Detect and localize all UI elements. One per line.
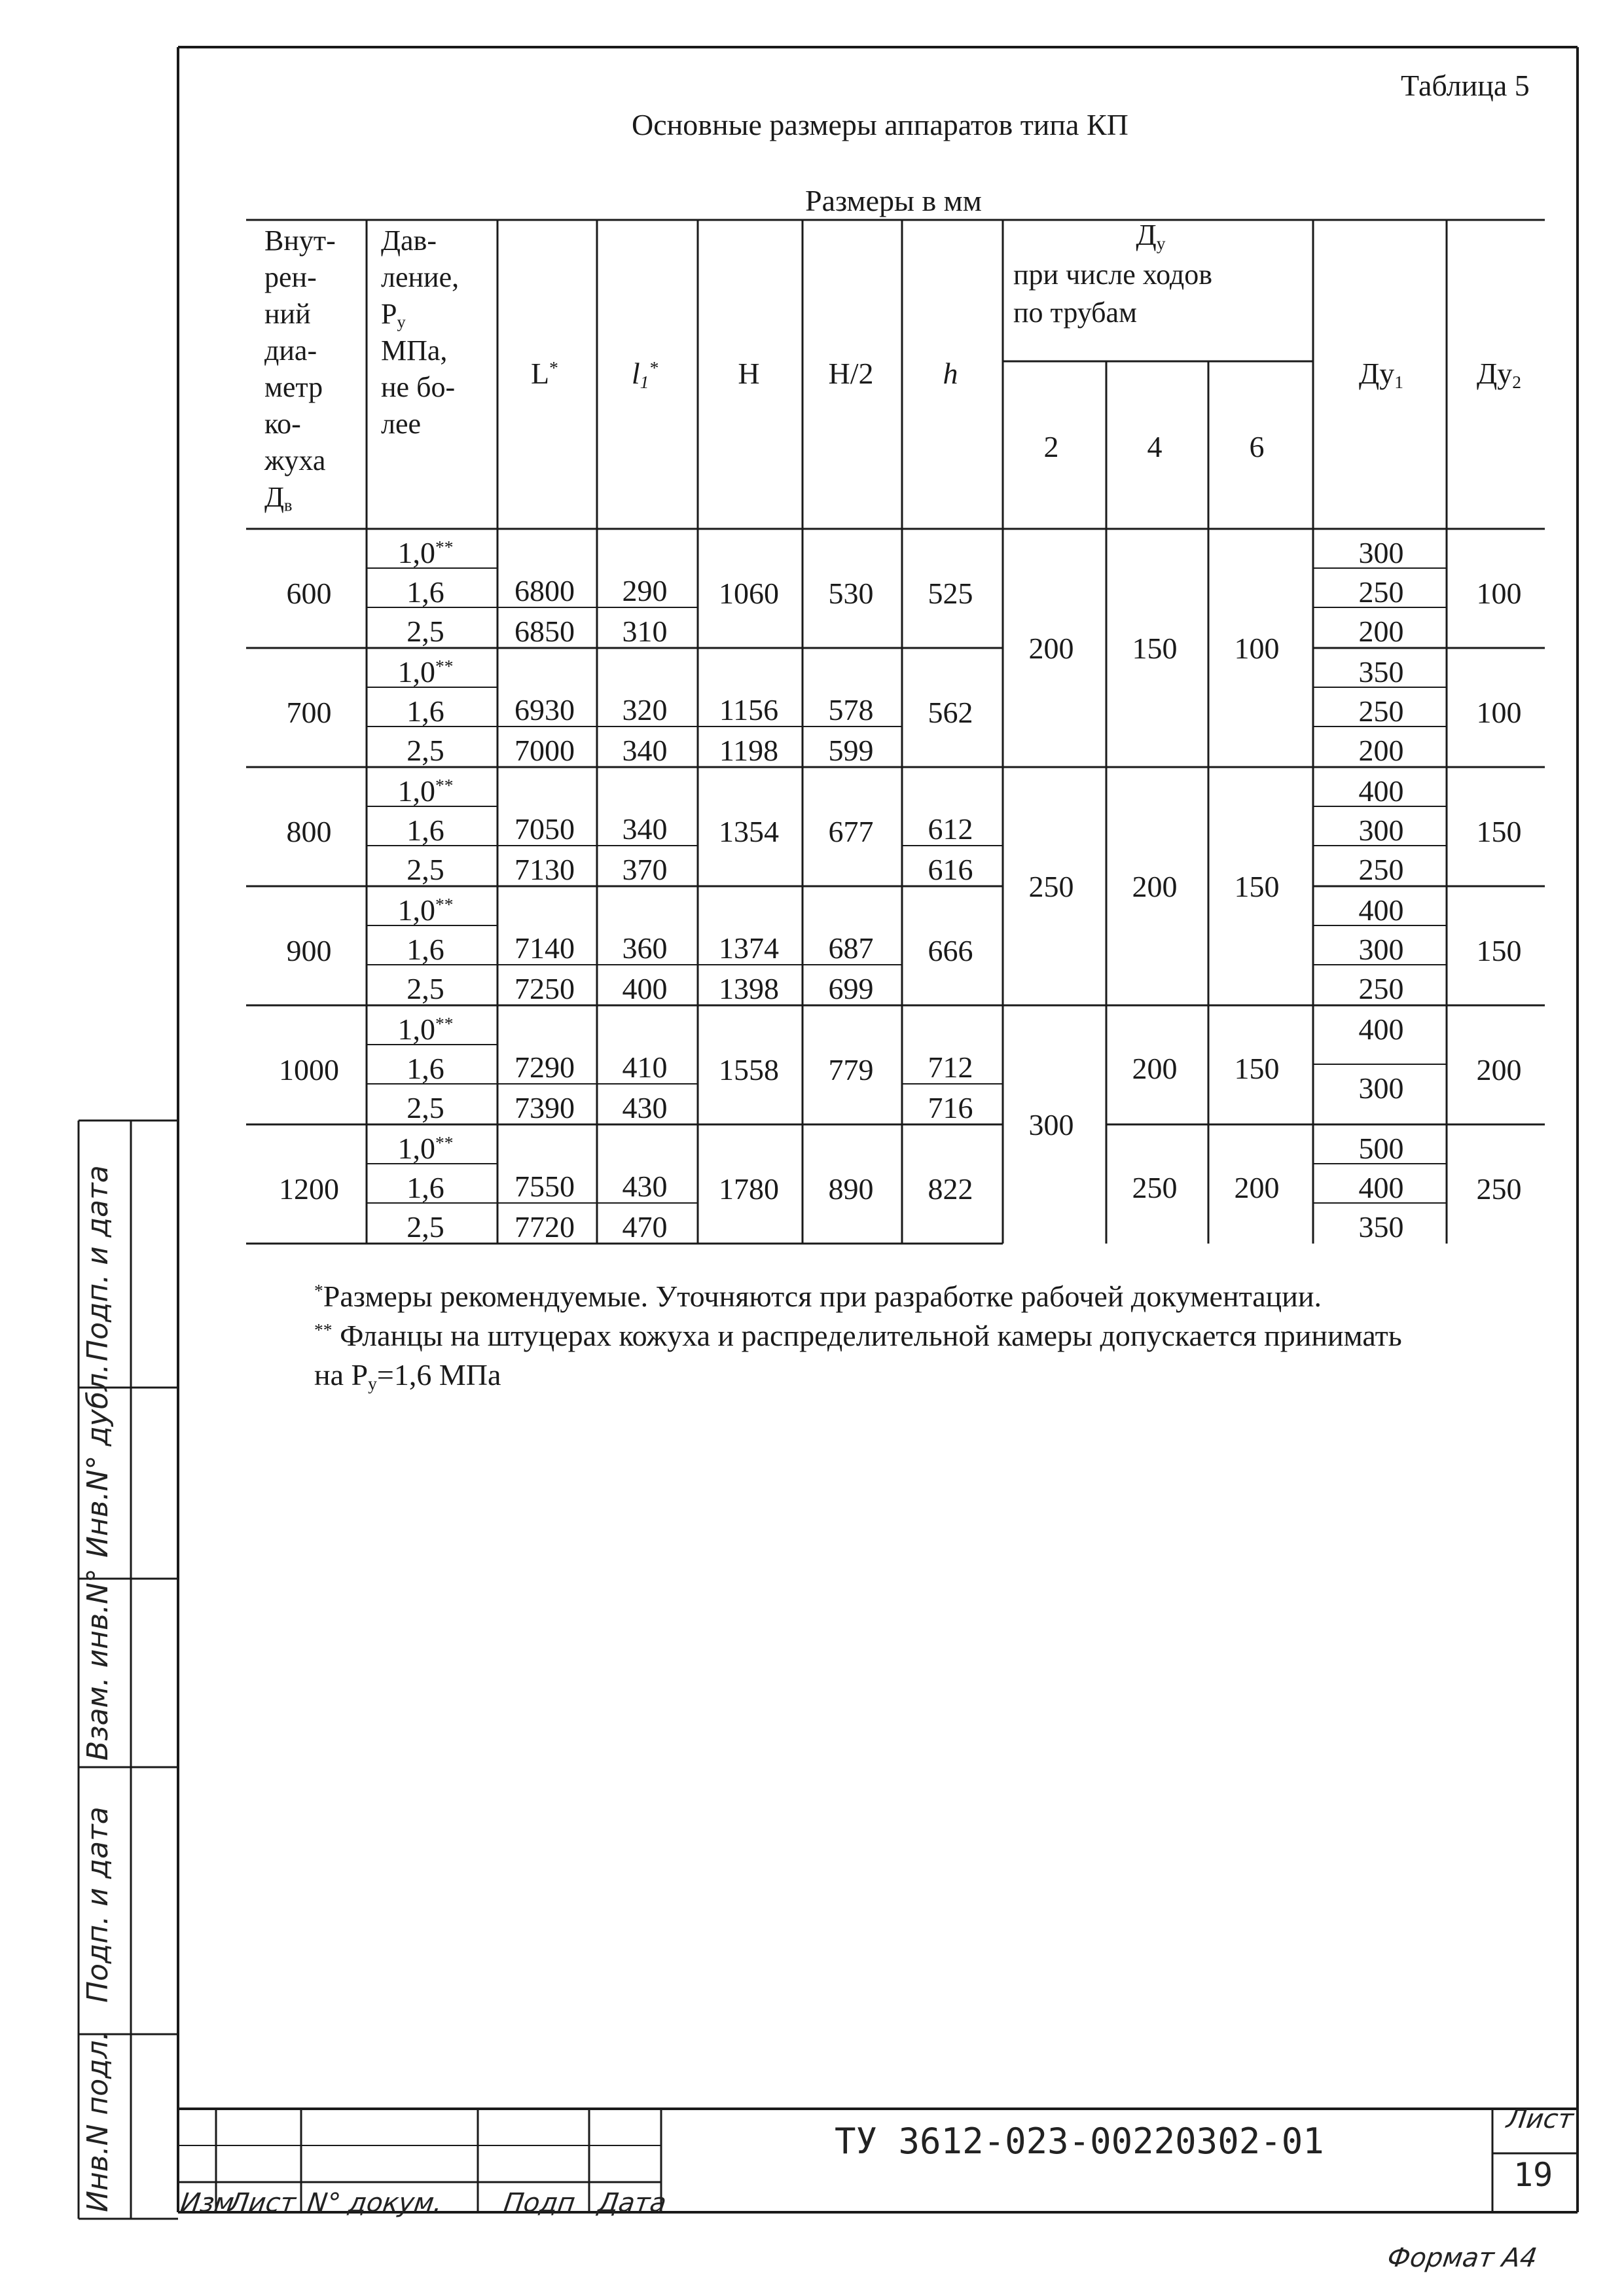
length-cell: 7050 (514, 812, 575, 846)
diameter-cell: 700 (286, 696, 332, 729)
pressure-cell: 2,5 (406, 734, 444, 767)
passes-2-cell: 200 (1028, 632, 1074, 665)
passes-4-cell: 250 (1132, 1171, 1178, 1204)
dy1-cell: 300 (1358, 814, 1404, 847)
diameter-cell: 1000 (279, 1053, 339, 1086)
titleblock-col-signature: Подп (501, 2188, 577, 2218)
dy1-cell: 200 (1358, 734, 1404, 767)
table-title: Основные размеры аппаратов типа КП (632, 108, 1128, 141)
document-code: ТУ 3612-023-00220302-01 (835, 2121, 1324, 2162)
header-pressure: Дав- ление, $Р_у$ МПа, не бо- лее (381, 224, 460, 440)
half-height-cell: 779 (828, 1053, 874, 1086)
dy1-cell: 400 (1358, 893, 1404, 927)
length-cell: 6850 (514, 615, 575, 648)
passes-6-cell: 100 (1234, 632, 1280, 665)
l1-cell: 400 (622, 972, 668, 1005)
dy1-cell: 300 (1358, 1071, 1404, 1105)
passes-4-cell: 150 (1132, 632, 1178, 665)
pressure-cell: 1,0** (397, 774, 454, 808)
l1-cell: 340 (622, 734, 668, 767)
half-height-cell: 530 (828, 577, 874, 610)
h-cell: 712 (928, 1050, 973, 1084)
l1-cell: 430 (622, 1170, 668, 1203)
pressure-cell: 1,6 (406, 1052, 444, 1085)
dy1-cell: 350 (1358, 1210, 1404, 1244)
titleblock-col-document: N° докум. (305, 2188, 444, 2218)
stamp-replaced-inventory: Взам. инв.N° (81, 1568, 115, 1761)
h-cell: 612 (928, 812, 973, 846)
diameter-cell: 900 (286, 934, 332, 967)
pressure-cell: 1,6 (406, 1171, 444, 1204)
dy1-cell: 250 (1358, 694, 1404, 728)
header-L: L* (531, 357, 558, 390)
header-dy1: $Ду_1$ (1358, 357, 1404, 392)
height-cell: 1354 (719, 815, 779, 848)
dy1-cell: 250 (1358, 853, 1404, 886)
titleblock-col-date: Дата (596, 2188, 668, 2218)
header-dy-line3: по трубам (1013, 296, 1137, 329)
length-cell: 7550 (514, 1170, 575, 1203)
dy1-cell: 300 (1358, 933, 1404, 966)
l1-cell: 310 (622, 615, 668, 648)
l1-cell: 430 (622, 1091, 668, 1124)
pressure-cell: 2,5 (406, 1210, 444, 1244)
l1-cell: 360 (622, 931, 668, 965)
header-dy2: $Ду_2$ (1476, 357, 1522, 392)
half-height-cell: 677 (828, 815, 874, 848)
dy2-cell: 100 (1476, 577, 1522, 610)
sheet-label: Лист (1504, 2104, 1576, 2134)
header-H-half: H/2 (828, 357, 874, 390)
pressure-cell: 1,0** (397, 536, 454, 569)
dy1-cell: 250 (1358, 575, 1404, 609)
dy1-cell: 400 (1358, 1013, 1404, 1046)
length-cell: 6800 (514, 574, 575, 607)
length-cell: 7000 (514, 734, 575, 767)
units-note: Размеры в мм (805, 184, 982, 217)
titleblock-col-sheet: Лист (226, 2188, 298, 2218)
pressure-cell: 1,0** (397, 1132, 454, 1165)
pressure-cell: 1,6 (406, 933, 444, 966)
dy2-cell: 200 (1476, 1053, 1522, 1086)
h-cell: 716 (928, 1091, 973, 1124)
sheet-number: 19 (1513, 2156, 1553, 2194)
footnote-1: *Размеры рекомендуемые. Уточняются при разработке рабочей документации. (314, 1280, 1322, 1313)
dy1-cell: 300 (1358, 536, 1404, 569)
header-diameter: Внут- рен- ний диа- метр ко- жуха $Д_в$ (264, 224, 336, 515)
height-cell: 1060 (719, 577, 779, 610)
h-cell: 616 (928, 853, 973, 886)
half-height-cell: 890 (828, 1172, 874, 1206)
footnote-2: ** Фланцы на штуцерах кожуха и распределительной камеры допускается принимать (314, 1319, 1402, 1352)
stamp-duplicate-inventory: Инв.N° дубл. (81, 1363, 115, 1558)
pressure-cell: 2,5 (406, 1091, 444, 1124)
pressure-cell: 2,5 (406, 853, 444, 886)
half-height-cell: 599 (828, 734, 874, 767)
height-cell: 1198 (719, 734, 779, 767)
half-height-cell: 578 (828, 693, 874, 726)
length-cell: 7290 (514, 1050, 575, 1084)
header-h: h (943, 357, 958, 390)
length-cell: 7390 (514, 1091, 575, 1124)
length-cell: 7130 (514, 853, 575, 886)
l1-cell: 470 (622, 1210, 668, 1244)
passes-2-cell: 250 (1028, 870, 1074, 903)
stamp-signature-date-2: Подп. и дата (81, 1806, 115, 2003)
pressure-cell: 2,5 (406, 615, 444, 648)
diameter-cell: 800 (286, 815, 332, 848)
footnote-2-continued: на $Р_у=1,6$ МПа (314, 1358, 501, 1393)
table-number: Таблица 5 (1401, 69, 1530, 102)
dy1-cell: 350 (1358, 655, 1404, 689)
diameter-cell: 600 (286, 577, 332, 610)
dy1-cell: 400 (1358, 774, 1404, 808)
dy1-cell: 250 (1358, 972, 1404, 1005)
l1-cell: 290 (622, 574, 668, 607)
height-cell: 1156 (719, 693, 779, 726)
h-cell: 822 (928, 1172, 973, 1206)
passes-6-cell: 150 (1234, 870, 1280, 903)
passes-2-cell: 300 (1028, 1108, 1074, 1141)
dy2-cell: 100 (1476, 696, 1522, 729)
stamp-original-inventory: Инв.N подл. (81, 2031, 115, 2212)
dy1-cell: 200 (1358, 615, 1404, 648)
passes-4-cell: 200 (1132, 870, 1178, 903)
length-cell: 6930 (514, 693, 575, 726)
dy2-cell: 150 (1476, 934, 1522, 967)
diameter-cell: 1200 (279, 1172, 339, 1206)
stamp-signature-date-1: Подп. и дата (81, 1165, 115, 1361)
dy1-cell: 400 (1358, 1171, 1404, 1204)
pressure-cell: 2,5 (406, 972, 444, 1005)
h-cell: 562 (928, 696, 973, 729)
length-cell: 7720 (514, 1210, 575, 1244)
header-dy-line2: при числе ходов (1013, 259, 1213, 291)
pressure-cell: 1,6 (406, 814, 444, 847)
format-label: Формат А4 (1385, 2243, 1540, 2273)
pressure-cell: 1,0** (397, 1013, 454, 1046)
passes-4-cell: 200 (1132, 1052, 1178, 1085)
half-height-cell: 687 (828, 931, 874, 965)
l1-cell: 370 (622, 853, 668, 886)
header-l1: $l_1^*$ (631, 357, 659, 392)
l1-cell: 340 (622, 812, 668, 846)
h-cell: 525 (928, 577, 973, 610)
header-passes-6: 6 (1249, 430, 1265, 463)
dy1-cell: 500 (1358, 1132, 1404, 1165)
l1-cell: 320 (622, 693, 668, 726)
height-cell: 1780 (719, 1172, 779, 1206)
titleblock-col-change: Изм (178, 2188, 236, 2218)
height-cell: 1398 (719, 972, 779, 1005)
passes-6-cell: 150 (1234, 1052, 1280, 1085)
l1-cell: 410 (622, 1050, 668, 1084)
dy2-cell: 150 (1476, 815, 1522, 848)
pressure-cell: 1,6 (406, 694, 444, 728)
half-height-cell: 699 (828, 972, 874, 1005)
pressure-cell: 1,6 (406, 575, 444, 609)
height-cell: 1374 (719, 931, 779, 965)
header-passes-2: 2 (1043, 430, 1059, 463)
header-H: H (738, 357, 760, 390)
header-passes-4: 4 (1147, 430, 1163, 463)
dy2-cell: 250 (1476, 1172, 1522, 1206)
h-cell: 666 (928, 934, 973, 967)
pressure-cell: 1,0** (397, 893, 454, 927)
length-cell: 7140 (514, 931, 575, 965)
header-dy: $Д_у$ (1136, 218, 1166, 253)
height-cell: 1558 (719, 1053, 779, 1086)
length-cell: 7250 (514, 972, 575, 1005)
passes-6-cell: 200 (1234, 1171, 1280, 1204)
pressure-cell: 1,0** (397, 655, 454, 689)
